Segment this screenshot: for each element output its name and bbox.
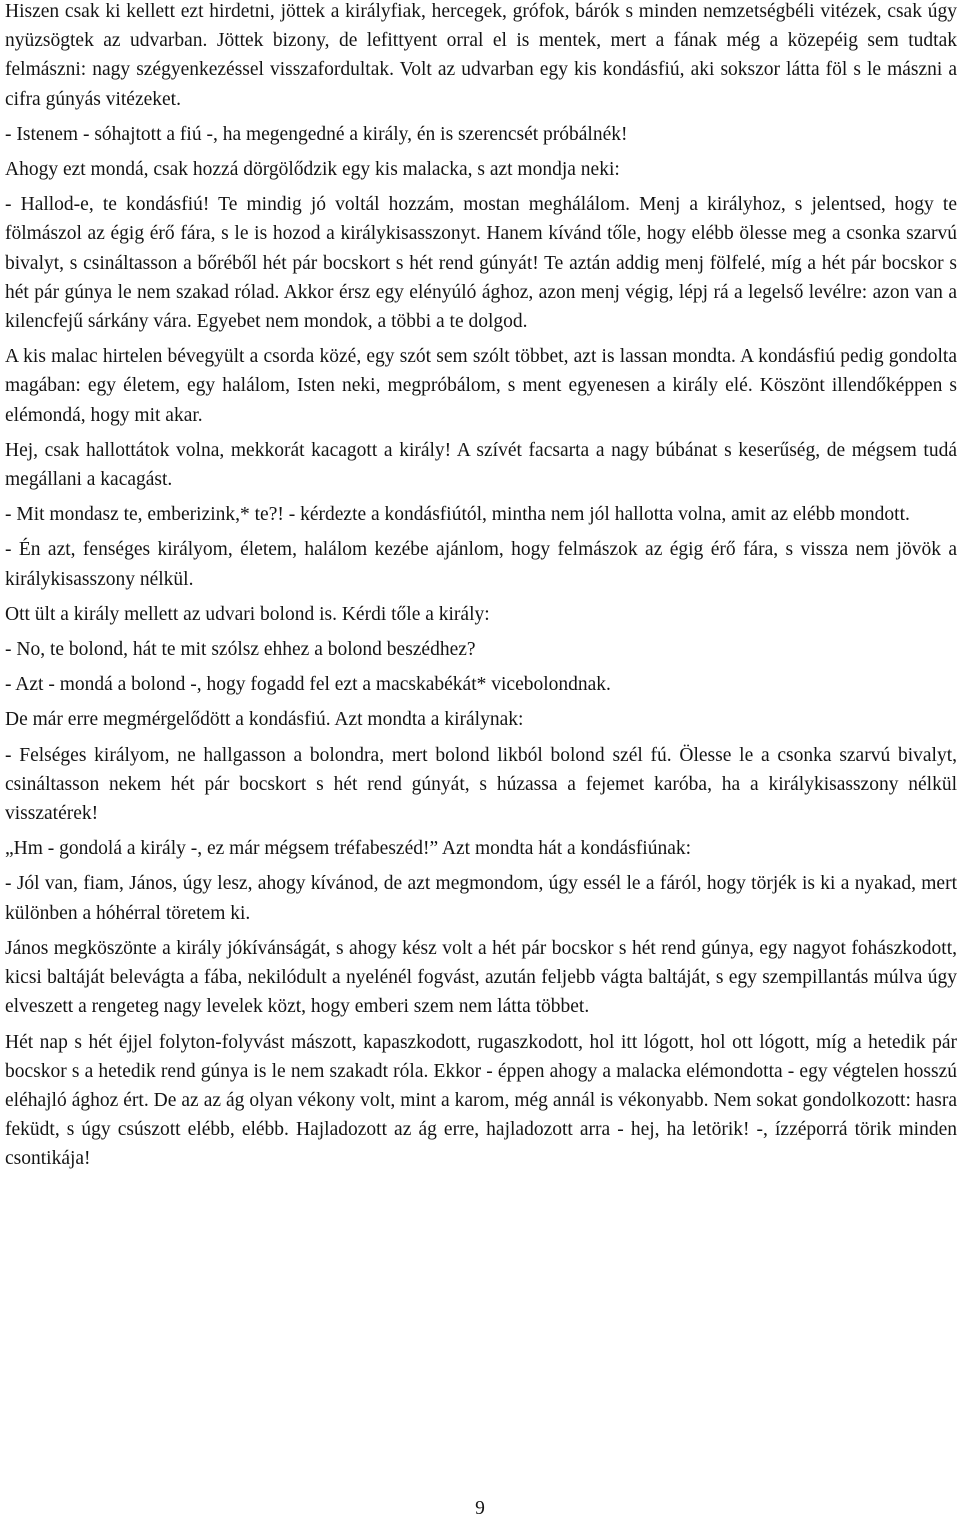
paragraph: A kis malac hirtelen bévegyült a csorda közé, egy szót sem szólt többet, azt is lassan mondta. A kondásfiú pedig gondolta magában: egy életem, egy halálom, Isten neki, megpróbálom, s ment egyenesen a király elé. Köszönt illendőképpen s elémondá, hogy mit akar. <box>5 346 957 426</box>
paragraph: De már erre megmérgelődött a kondásfiú. Azt mondta a királynak: <box>5 709 524 731</box>
paragraph: - Felséges királyom, ne hallgasson a bolondra, mert bolond likból bolond szél fú. Ölesse le a csonka szarvú bivalyt, csináltasson nekem hét pár bocskort s hét rend gúnyát, s húzassa a fejemet karóba, ha a királykisasszony nélkül visszatérek! <box>5 744 957 825</box>
paragraph: - Jól van, fiam, János, úgy lesz, ahogy kívánod, de azt megmondom, úgy essél le a fáról, hogy törjék is ki a nyakad, mert különben a hóhérral töretem ki. <box>5 873 957 924</box>
page-number: 9 <box>475 1498 485 1519</box>
paragraph: „Hm - gondolá a király -, ez már mégsem tréfabeszéd!” Azt mondta hát a kondásfiúnak: <box>5 838 692 860</box>
paragraph: - No, te bolond, hát te mit szólsz ehhez a bolond beszédhez? <box>5 639 476 661</box>
paragraph: Hiszen csak ki kellett ezt hirdetni, jöttek a királyfiak, hercegek, grófok, bárók s minden nemzetségbéli vitézek, csak úgy nyüzsögtek az udvarban. Jöttek bizony, de lefittyent orral el is mentek, mert a fának még a közepéig sem tudtak felmászni: nagy szégyenkezéssel visszafordultak. Volt az udvarban egy kis kondásfiú, aki sokszor látta föl s le mászni a cifra gúnyás vitézeket. <box>5 1 957 110</box>
paragraph: János megköszönte a király jókívánságát, s ahogy kész volt a hét pár bocskor s hét rend gúnya, egy nagyot fohászkodott, kicsi baltáját belevágta a fába, nekilódult a nyelénél fogvást, azután feljebb vágta baltáját, s egy szempillantás múlva úgy elveszett a rengeteg nagy levelek közt, hogy emberi szem nem látta többet. <box>5 937 957 1018</box>
paragraph: - Hallod-e, te kondásfiú! Te mindig jó voltál hozzám, mostan meghálálom. Menj a királyhoz, s jelentsed, hogy te fölmászol az égig érő fára, s le is hozod a királykisasszonyt. Hanem kívánd tőle, hogy elébb ölesse meg a csonka szarvú bivalyt, s csináltasson a bőréből hét pár bocskort s hét rend gúnyát! Te aztán addig menj fölfelé, míg a hét pár bocskor s hét pár gúnya le nem szakad rólad. Akkor érsz egy elényúló ághoz, azon menj végig, lépj rá a legelső levélre: azon van a kilencfejű sárkány vára. Egyebet nem mondok, a többi a te dolgod. <box>5 194 957 333</box>
paragraph: - Azt - mondá a bolond -, hogy fogadd fel ezt a macskabékát* vicebolondnak. <box>5 674 611 696</box>
paragraph: Hej, csak hallottátok volna, mekkorát kacagott a király! A szívét facsarta a nagy búbánat s keserűség, de mégsem tudá megállani a kacagást. <box>5 439 957 491</box>
document-body <box>5 0 957 1180</box>
paragraph: Ahogy ezt mondá, csak hozzá dörgölődzik egy kis malacka, s azt mondja neki: <box>5 159 620 181</box>
paragraph: Hét nap s hét éjjel folyton-folyvást mászott, kapaszkodott, rugaszkodott, hol itt lógott, hol ott lógott, míg a hetedik pár bocskor s a hetedik rend gúnya is le nem szakadt róla. Ekkor - éppen ahogy a malacka elémondotta - egy végtelen hosszú eléhajló ághoz ért. De az az ág olyan vékony volt, mint a karom, még annál is vékonyabb. Nem sokat gondolkozott: hasra feküdt, s úgy csúszott elébb, elébb. Hajladozott az ág erre, hajladozott arra - hej, ha letörik! -, ízzéporrá törik minden csontikája! <box>5 1031 957 1170</box>
paragraph: - Én azt, fenséges királyom, életem, halálom kezébe ajánlom, hogy felmászok az égig érő fára, s vissza nem jövök a királykisasszony nélkül. <box>5 539 957 590</box>
paragraph: - Mit mondasz te, emberizink,* te?! - kérdezte a kondásfiútól, mintha nem jól hallotta volna, amit az elébb mondott. <box>5 504 910 526</box>
paragraph: Ott ült a király mellett az udvari bolond is. Kérdi tőle a király: <box>5 603 490 625</box>
paragraph: - Istenem - sóhajtott a fiú -, ha megengedné a király, én is szerencsét próbálnék! <box>5 123 628 145</box>
